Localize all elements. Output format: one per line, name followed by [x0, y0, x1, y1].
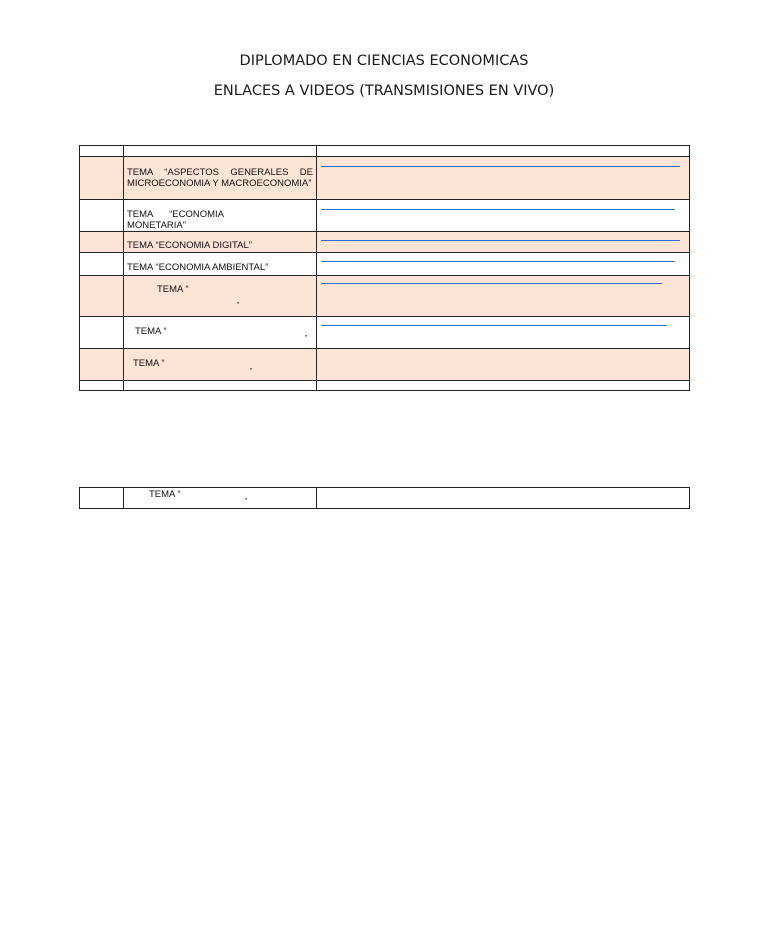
- topic-text: TEMA “ECONOMIA AMBIENTAL”: [127, 262, 269, 273]
- topic-text: TEMA “: [135, 326, 167, 337]
- link-cell: [317, 276, 690, 317]
- table-cell: [317, 381, 690, 391]
- table-row: [80, 488, 690, 509]
- table-cell: [80, 200, 124, 232]
- topic-text: TEMA “ECONOMIA DIGITAL”: [127, 240, 252, 251]
- table-row: [80, 232, 690, 253]
- table-cell: [80, 146, 124, 157]
- table-cell: [80, 488, 124, 509]
- video-link[interactable]: [321, 283, 662, 284]
- topic-text: TEMA “: [149, 489, 181, 500]
- topic-line: TEMA “ASPECTOS GENERALES DE: [127, 167, 313, 178]
- topic-cell: [124, 200, 317, 232]
- topic-cell: [124, 232, 317, 253]
- topic-cell: [124, 317, 317, 349]
- table-header-row: [80, 146, 690, 157]
- video-link[interactable]: [321, 209, 675, 210]
- table-cell: [80, 253, 124, 276]
- topic-cell: [124, 276, 317, 317]
- topic-cell: [124, 349, 317, 381]
- topic-line: MONETARIA”: [127, 220, 186, 231]
- table-cell: [80, 349, 124, 381]
- topic-cell: [124, 488, 317, 509]
- topic-line: MICROECONOMIA Y MACROECONOMIA”: [127, 178, 312, 189]
- topic-text: TEMA “: [133, 358, 165, 369]
- table-row: [80, 381, 690, 391]
- page-title: DIPLOMADO EN CIENCIAS ECONOMICAS: [239, 53, 529, 69]
- table-cell: [124, 146, 317, 157]
- topic-line: TEMA “ECONOMIA: [127, 209, 224, 220]
- closing-quote-mark: ”: [305, 335, 308, 342]
- table-cell: [80, 317, 124, 349]
- topic-cell: [124, 253, 317, 276]
- link-cell: [317, 200, 690, 232]
- table-cell: [317, 146, 690, 157]
- table-row: [80, 317, 690, 349]
- video-links-table: [79, 145, 690, 391]
- page-subtitle: ENLACES A VIDEOS (TRANSMISIONES EN VIVO): [213, 83, 555, 99]
- topic-cell: [124, 157, 317, 200]
- link-cell: [317, 317, 690, 349]
- table-cell: [80, 381, 124, 391]
- video-link[interactable]: [321, 325, 667, 326]
- closing-quote-mark: ”: [237, 302, 240, 309]
- table-row: [80, 157, 690, 200]
- link-cell: [317, 253, 690, 276]
- table-cell: [124, 381, 317, 391]
- table-row: [80, 253, 690, 276]
- closing-quote-mark: ”: [245, 498, 248, 505]
- table-row: [80, 200, 690, 232]
- link-cell: [317, 488, 690, 509]
- table-row: [80, 349, 690, 381]
- closing-quote-mark: ”: [250, 368, 253, 375]
- table-row: [80, 276, 690, 317]
- table-cell: [80, 232, 124, 253]
- video-links-table-2: [79, 487, 690, 509]
- link-cell: [317, 232, 690, 253]
- video-link[interactable]: [321, 166, 680, 167]
- video-link[interactable]: [321, 240, 680, 241]
- video-link[interactable]: [321, 261, 675, 262]
- link-cell: [317, 349, 690, 381]
- link-cell: [317, 157, 690, 200]
- table-cell: [80, 276, 124, 317]
- table-cell: [80, 157, 124, 200]
- topic-text: TEMA “: [157, 284, 189, 295]
